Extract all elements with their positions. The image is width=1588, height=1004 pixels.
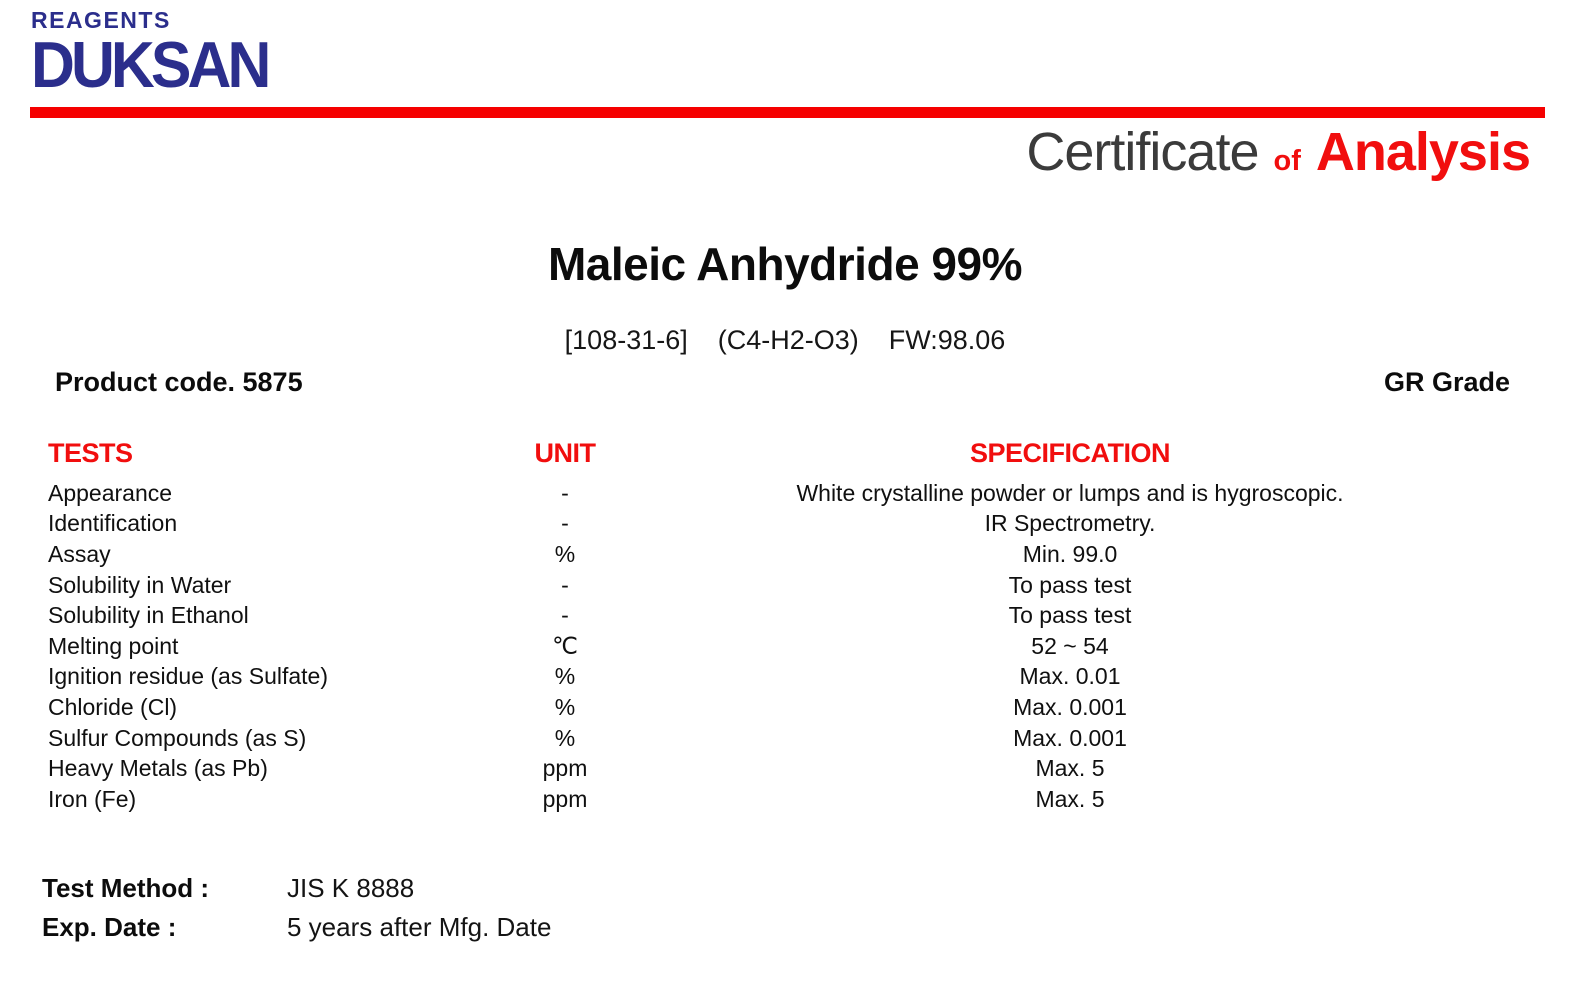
test-name-cell: Appearance <box>48 479 173 506</box>
logo-duksan-text: DUKSAN <box>31 29 268 102</box>
unit-cell: ppm <box>542 785 588 812</box>
heading-of: of <box>1273 145 1301 177</box>
unit-cell: % <box>554 693 576 720</box>
heading-certificate: Certificate <box>1026 122 1259 182</box>
molecular-formula: (C4-H2-O3) <box>717 325 859 355</box>
product-identifiers <box>0 325 1570 356</box>
document-heading <box>1026 121 1530 183</box>
specification-cell: Max. 0.001 <box>1013 693 1127 720</box>
duksan-logo <box>31 7 272 102</box>
test-name-cell: Assay <box>48 540 111 567</box>
specification-cell: IR Spectrometry. <box>984 510 1156 537</box>
unit-cell: ppm <box>542 755 588 782</box>
unit-cell: - <box>561 602 569 629</box>
specification-column-header: SPECIFICATION <box>969 437 1170 468</box>
logo-reagents-text: REAGENTS <box>31 7 171 33</box>
footer-info <box>42 870 551 946</box>
unit-cell: - <box>561 571 569 598</box>
specification-cell: Max. 5 <box>1035 755 1105 782</box>
exp-date-label: Exp. Date : <box>42 912 177 942</box>
product-code: Product code. 5875 <box>55 367 303 397</box>
table-row <box>48 662 1470 693</box>
grade-label: GR Grade <box>1383 367 1510 397</box>
table-row <box>48 631 1470 662</box>
unit-column-header: UNIT <box>534 437 596 468</box>
specification-cell: White crystalline powder or lumps and is hygroscopic. <box>796 479 1344 506</box>
test-method-value: JIS K 8888 <box>287 873 415 903</box>
unit-cell: - <box>561 479 569 506</box>
exp-date-value: 5 years after Mfg. Date <box>287 912 552 942</box>
unit-cell: % <box>554 724 576 751</box>
table-header-row <box>48 432 1470 474</box>
specification-cell: Max. 0.01 <box>1019 663 1121 690</box>
test-name-cell: Ignition residue (as Sulfate) <box>48 663 328 690</box>
table-row <box>48 539 1470 570</box>
table-row <box>48 692 1470 723</box>
product-title: Maleic Anhydride 99% <box>547 238 1022 290</box>
test-name-cell: Solubility in Water <box>48 571 232 598</box>
unit-cell: % <box>554 663 576 690</box>
table-row <box>48 478 1470 509</box>
specification-cell: Min. 99.0 <box>1022 540 1118 567</box>
test-name-cell: Chloride (Cl) <box>48 693 178 720</box>
table-row <box>48 723 1470 754</box>
test-name-cell: Iron (Fe) <box>48 785 137 812</box>
test-name-cell: Solubility in Ethanol <box>48 602 249 629</box>
formula-weight: FW:98.06 <box>888 325 1006 355</box>
unit-cell: ℃ <box>552 632 578 659</box>
specification-cell: 52 ~ 54 <box>1031 632 1109 659</box>
test-name-cell: Sulfur Compounds (as S) <box>48 724 307 751</box>
test-name-cell: Identification <box>48 510 178 537</box>
test-method-label: Test Method : <box>42 873 210 903</box>
table-row <box>48 600 1470 631</box>
specification-cell: Max. 5 <box>1035 785 1105 812</box>
table-row <box>48 753 1470 784</box>
unit-cell: % <box>554 540 576 567</box>
table-row <box>48 784 1470 815</box>
table-row <box>48 509 1470 540</box>
specification-cell: To pass test <box>1008 571 1132 598</box>
test-name-cell: Heavy Metals (as Pb) <box>48 755 268 782</box>
code-grade-row <box>55 367 1510 398</box>
cas-number: [108-31-6] <box>564 325 688 355</box>
heading-analysis: Analysis <box>1315 122 1530 182</box>
specification-cell: Max. 0.001 <box>1013 724 1127 751</box>
test-name-cell: Melting point <box>48 632 179 659</box>
tests-column-header: TESTS <box>48 437 133 468</box>
specification-table <box>48 432 1470 815</box>
table-row <box>48 570 1470 601</box>
specification-cell: To pass test <box>1008 602 1132 629</box>
unit-cell: - <box>561 510 569 537</box>
header-red-rule <box>30 107 1545 118</box>
